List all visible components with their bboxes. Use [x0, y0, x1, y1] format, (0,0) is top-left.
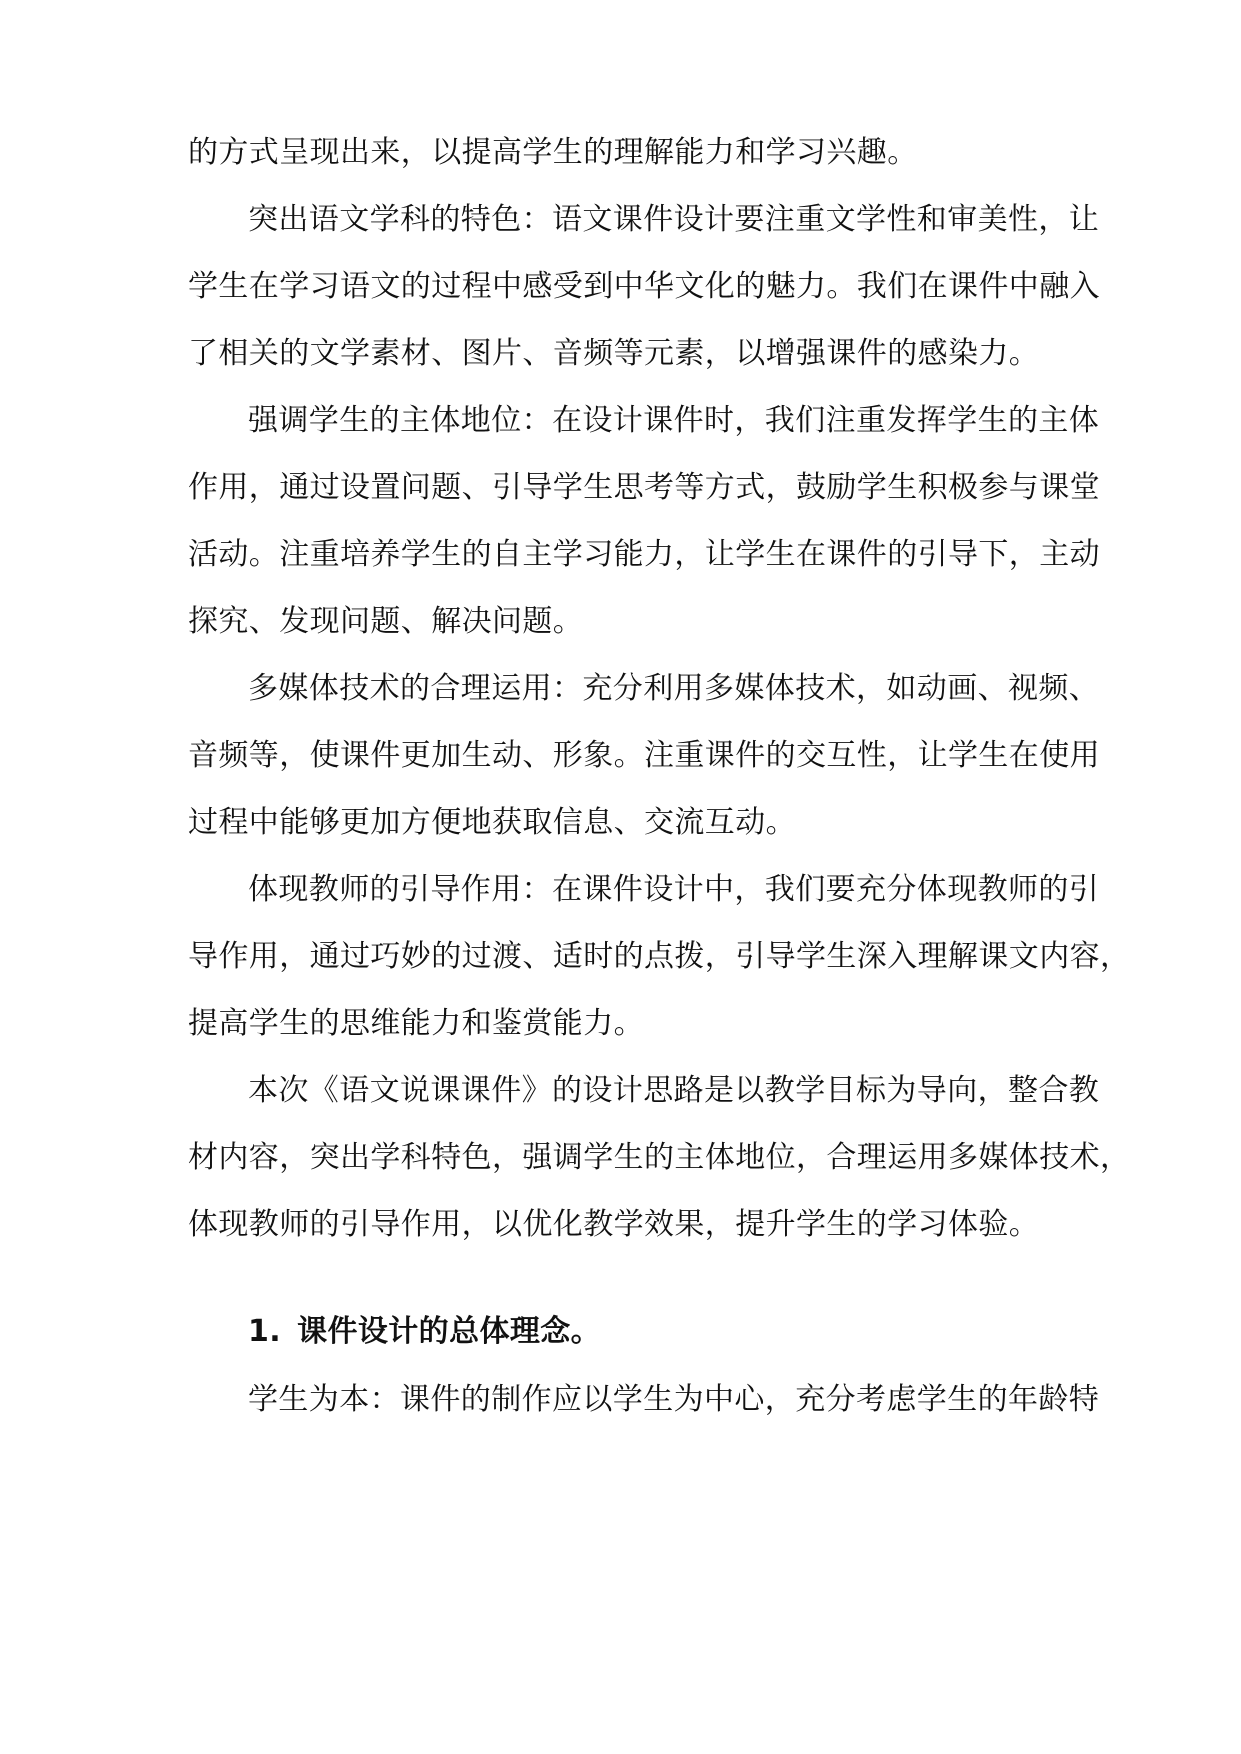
paragraph-line: 突出语文学科的特色：语文课件设计要注重文学性和审美性，让 [248, 202, 1100, 237]
paragraph-line: 提高学生的思维能力和鉴赏能力。 [188, 1006, 644, 1041]
paragraph-line: 强调学生的主体地位：在设计课件时，我们注重发挥学生的主体 [248, 403, 1100, 438]
paragraph-line: 多媒体技术的合理运用：充分利用多媒体技术，如动画、视频、 [248, 671, 1100, 706]
paragraph-line: 本次《语文说课课件》的设计思路是以教学目标为导向，整合教 [248, 1073, 1100, 1108]
section-number: 1. [248, 1314, 282, 1349]
paragraph-line: 过程中能够更加方便地获取信息、交流互动。 [188, 805, 796, 840]
paragraph-line: 作用，通过设置问题、引导学生思考等方式，鼓励学生积极参与课堂 [188, 470, 1100, 505]
section-title: 课件设计的总体理念。 [297, 1314, 602, 1349]
paragraph-line: 导作用，通过巧妙的过渡、适时的点拨，引导学生深入理解课文内容， [188, 939, 1131, 974]
paragraph-line: 材内容，突出学科特色，强调学生的主体地位，合理运用多媒体技术， [188, 1140, 1131, 1175]
paragraph-line: 学生在学习语文的过程中感受到中华文化的魅力。我们在课件中融入 [188, 269, 1100, 304]
paragraph-line: 体现教师的引导作用，以优化教学效果，提升学生的学习体验。 [188, 1207, 1040, 1242]
paragraph-line: 体现教师的引导作用：在课件设计中，我们要充分体现教师的引 [248, 872, 1100, 907]
paragraph-line: 活动。注重培养学生的自主学习能力，让学生在课件的引导下，主动 [188, 537, 1100, 572]
paragraph-line: 了相关的文学素材、图片、音频等元素，以增强课件的感染力。 [188, 336, 1040, 371]
section-heading [248, 1312, 1118, 1352]
paragraph-line: 探究、发现问题、解决问题。 [188, 604, 584, 639]
paragraph-line: 的方式呈现出来，以提高学生的理解能力和学习兴趣。 [188, 135, 918, 170]
paragraph-line: 学生为本：课件的制作应以学生为中心，充分考虑学生的年龄特 [248, 1382, 1100, 1417]
paragraph-line: 音频等，使课件更加生动、形象。注重课件的交互性，让学生在使用 [188, 738, 1100, 773]
